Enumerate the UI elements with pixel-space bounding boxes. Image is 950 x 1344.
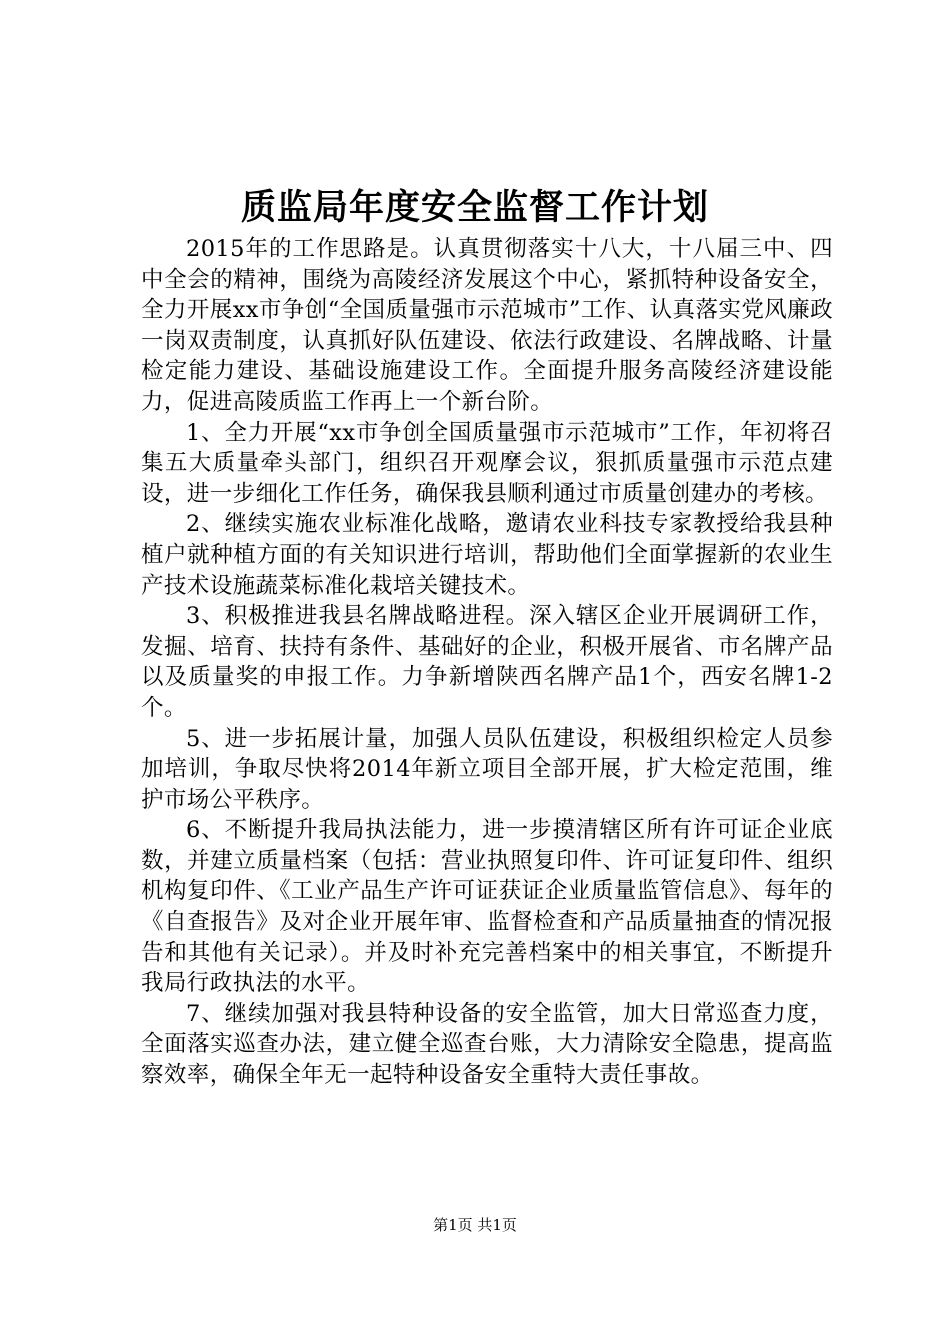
paragraph-item-1: 1、全力开展“xx市争创全国质量强市示范城市”工作，年初将召集五大质量牵头部门，组织召开观摩会议，狠抓质量强市示范点建设，进一步细化工作任务，确保我县顺利通过市质量创建办的考核。 xyxy=(141,419,833,507)
paragraph-item-2: 2、继续实施农业标准化战略，邀请农业科技专家教授给我县种植户就种植方面的有关知识进行培训，帮助他们全面掌握新的农业生产技术设施蔬菜标准化栽培关键技术。 xyxy=(141,511,833,599)
paragraph-item-3: 3、积极推进我县名牌战略进程。深入辖区企业开展调研工作，发掘、培育、扶持有条件、基础好的企业，积极开展省、市名牌产品以及质量奖的申报工作。力争新增陕西名牌产品1个，西安名牌1-2个。 xyxy=(141,603,833,721)
document-title: 质监局年度安全监督工作计划 xyxy=(240,188,709,228)
paragraph-item-5: 5、进一步拓展计量，加强人员队伍建设，积极组织检定人员参加培训，争取尽快将2014年新立项目全部开展，扩大检定范围，维护市场公平秩序。 xyxy=(141,725,833,813)
paragraph-item-6: 6、不断提升我局执法能力，进一步摸清辖区所有许可证企业底数，并建立质量档案（包括：营业执照复印件、许可证复印件、组织机构复印件、《工业产品生产许可证获证企业质量监管信息》、每年的《自查报告》及对企业开展年审、监督检查和产品质量抽查的情况报告和其他有关记录）。并及时补充完善档案中的相关事宜，不断提升我局行政执法的水平。 xyxy=(141,817,833,997)
document-body xyxy=(141,234,833,1091)
page-number-footer: 第1页 共1页 xyxy=(433,1216,517,1234)
paragraph-item-7: 7、继续加强对我县特种设备的安全监管，加大日常巡查力度，全面落实巡查办法，建立健全巡查台账，大力清除安全隐患，提高监察效率，确保全年无一起特种设备安全重特大责任事故。 xyxy=(141,1000,833,1089)
paragraph-intro: 2015年的工作思路是。认真贯彻落实十八大，十八届三中、四中全会的精神，围绕为高陵经济发展这个中心，紧抓特种设备安全，全力开展xx市争创“全国质量强市示范城市”工作、认真落实党风廉政一岗双责制度，认真抓好队伍建设、依法行政建设、名牌战略、计量检定能力建设、基础设施建设工作。全面提升服务高陵经济建设能力，促进高陵质监工作再上一个新台阶。 xyxy=(141,236,833,415)
